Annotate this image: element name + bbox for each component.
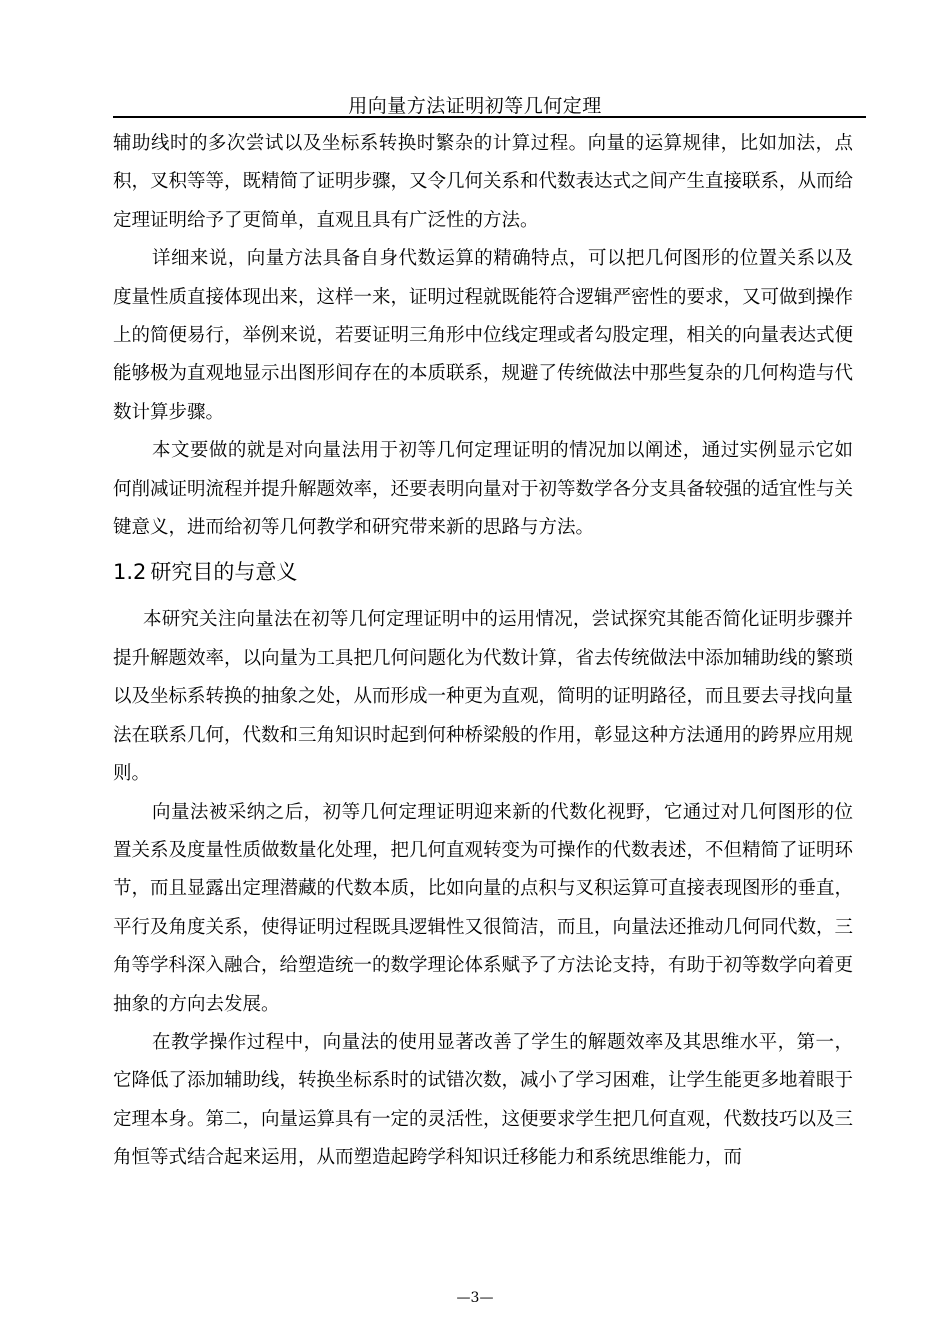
paragraph: 详细来说，向量方法具备自身代数运算的精确特点，可以把几何图形的位置关系以及度量性质直接体现出来，这样一来，证明过程就既能符合逻辑严密性的要求，又可做到操作上的简便易行，举例来说，若要证明三角形中位线定理或者勾股定理，相关的向量表达式便能够极为直观地显示出图形间存在的本质联系，规避了传统做法中那些复杂的几何构造与代数计算步骤。 [113,248,854,423]
section-heading [113,551,853,593]
running-header-title: 用向量方法证明初等几何定理 [348,95,602,117]
paragraph: 本研究关注向量法在初等几何定理证明中的运用情况，尝试探究其能否简化证明步骤并提升解题效率，以向量为工具把几何问题化为代数计算，省去传统做法中添加辅助线的繁琐以及坐标系转换的抽象之处，从而形成一种更为直观，简明的证明路径，而且要去寻找向量法在联系几何，代数和三角知识时起到何种桥梁般的作用，彰显这种方法通用的跨界应用规则。 [113,609,854,785]
body-content [113,125,853,1178]
paragraph-continued: 辅助线时的多次尝试以及坐标系转换时繁杂的计算过程。向量的运算规律，比如加法，点积，叉积等等，既精简了证明步骤，又令几何关系和代数表达式之间产生直接联系，从而给定理证明给予了更简单，直观且具有广泛性的方法。 [113,133,854,231]
paragraph: 本文要做的就是对向量法用于初等几何定理证明的情况加以阐述，通过实例显示它如何削减证明流程并提升解题效率，还要表明向量对于初等数学各分支具备较强的适宜性与关键意义，进而给初等几何教学和研究带来新的思路与方法。 [113,440,854,539]
page-number: —3— [456,1290,494,1306]
header-divider [113,116,866,118]
paragraph: 向量法被采纳之后，初等几何定理证明迎来新的代数化视野，它通过对几何图形的位置关系及度量性质做数量化处理，把几何直观转变为可操作的代数表述，不但精简了证明环节，而且显露出定理潜藏的代数本质，比如向量的点积与叉积运算可直接表现图形的垂直，平行及角度关系，使得证明过程既具逻辑性又很简洁，而且，向量法还推动几何同代数，三角等学科深入融合，给塑造统一的数学理论体系赋予了方法论支持，有助于初等数学向着更抽象的方向去发展。 [113,801,854,1015]
paragraph: 在教学操作过程中，向量法的使用显著改善了学生的解题效率及其思维水平，第一，它降低了添加辅助线，转换坐标系时的试错次数，减小了学习困难，让学生能更多地着眼于定理本身。第二，向量运算具有一定的灵活性，这便要求学生把几何直观，代数技巧以及三角恒等式结合起来运用，从而塑造起跨学科知识迁移能力和系统思维能力，而 [113,1031,854,1169]
section-title: 研究目的与意义 [150,560,298,585]
section-number: 1.2 [113,560,147,585]
